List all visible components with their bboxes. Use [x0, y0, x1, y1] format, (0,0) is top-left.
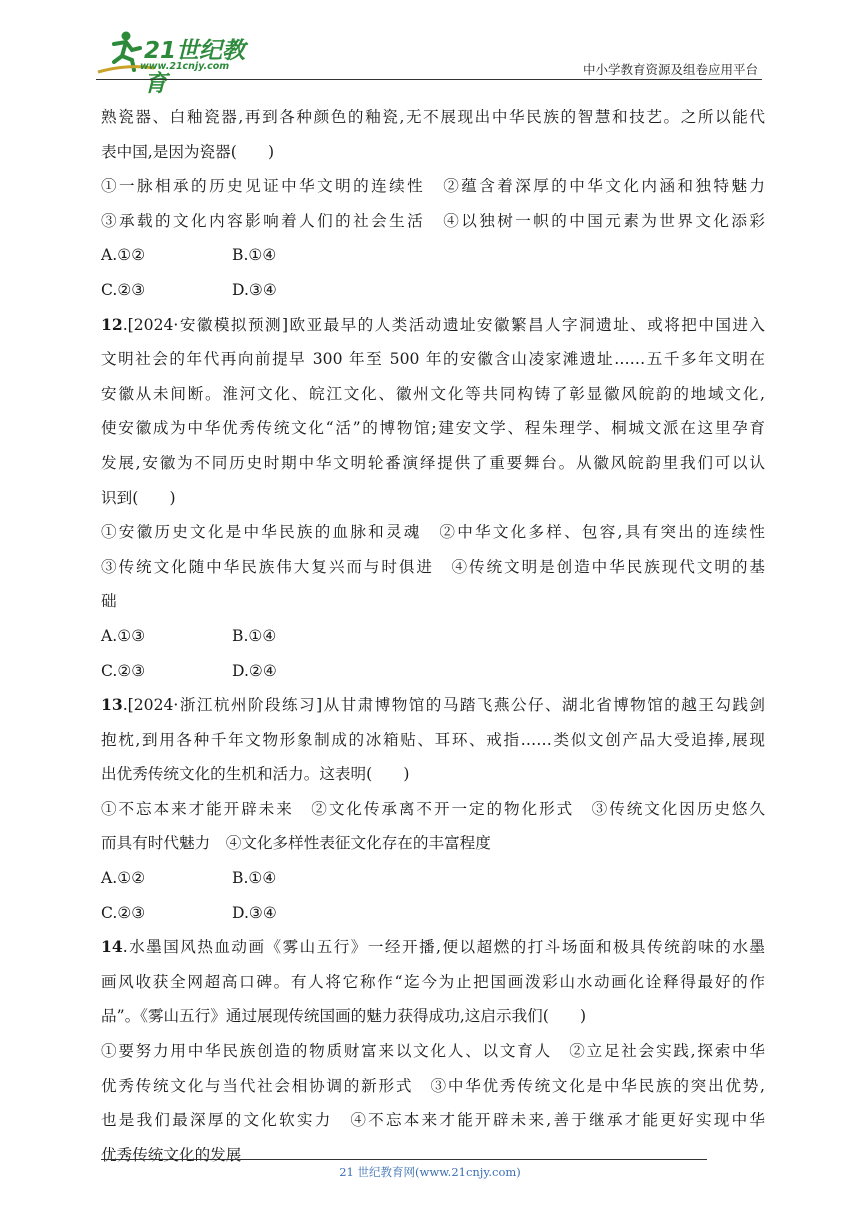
- statement-line: 也是我们最深厚的文化软实力 ④不忘本来才能开辟未来,善于继承才能更好实现中华: [101, 1111, 765, 1130]
- statement-line: ①不忘本来才能开辟未来 ②文化传承离不开一定的物化形式 ③传统文化因历史悠久: [101, 799, 765, 818]
- question-stem-line: 出优秀传统文化的生机和活力。这表明( ): [101, 765, 410, 784]
- question-stem-line: [101, 688, 765, 723]
- option-c[interactable]: C.②③: [101, 903, 146, 922]
- question-stem-line: 熟瓷器、白釉瓷器,再到各种颜色的釉瓷,无不展现出中华民族的智慧和技艺。之所以能代: [101, 108, 765, 126]
- site-logo: [96, 28, 266, 97]
- question-stem-text: .水墨国风热血动画《雾山五行》一经开播,便以超燃的打斗场面和极具传统韵味的水墨: [122, 938, 765, 957]
- question-stem-line: 抱枕,到用各种千年文物形象制成的冰箱贴、耳环、戒指……类似文创产品大受追捧,展现: [101, 730, 765, 749]
- question-number: 14: [101, 937, 123, 957]
- option-a[interactable]: A.①③: [101, 626, 146, 645]
- question-stem-line: 使安徽成为中华优秀传统文化“活”的博物馆;建安文学、程朱理学、桐城文派在这里孕育: [101, 419, 765, 438]
- question-13: [101, 688, 765, 930]
- question-number: 12: [101, 314, 123, 334]
- page-footer[interactable]: 21 世纪教育网(www.21cnjy.com): [339, 1165, 521, 1179]
- option-d[interactable]: D.③④: [232, 903, 277, 922]
- option-b[interactable]: B.①④: [232, 869, 277, 888]
- logo-url: www.21cnjy.com: [140, 61, 230, 72]
- option-b[interactable]: B.①④: [232, 246, 277, 265]
- statement-line: 优秀传统文化与当代社会相协调的新形式 ③中华优秀传统文化是中华民族的突出优势,: [101, 1076, 765, 1095]
- question-stem-text: .[2024·安徽模拟预测]欧亚最早的人类活动遗址安徽繁昌人字洞遗址、或将把中国进入: [122, 315, 765, 334]
- options-row: [101, 896, 765, 931]
- statement-line: 优秀传统文化的发展: [101, 1145, 242, 1164]
- statement-line: ③承载的文化内容影响着人们的社会生活 ④以独树一帜的中国元素为世界文化添彩: [101, 211, 765, 230]
- option-a[interactable]: A.①②: [101, 246, 146, 265]
- question-stem-line: 品”。《雾山五行》通过展现传统国画的魅力获得成功,这启示我们( ): [101, 1007, 587, 1026]
- question-stem-text: .[2024·浙江杭州阶段练习]从甘肃博物馆的马踏飞燕公仔、湖北省博物馆的越王勾践剑: [122, 696, 765, 715]
- option-c[interactable]: C.②③: [101, 280, 146, 299]
- question-11: [101, 100, 765, 308]
- statement-line: ①一脉相承的历史见证中华文明的连续性 ②蕴含着深厚的中华文化内涵和独特魅力: [101, 177, 765, 196]
- statement-line: ①要努力用中华民族创造的物质财富来以文化人、以文育人 ②立足社会实践,探索中华: [101, 1042, 765, 1061]
- logo-text: 21世纪教育: [144, 38, 246, 97]
- options-row: [101, 861, 765, 896]
- statement-line: 而具有时代魅力 ④文化多样性表征文化存在的丰富程度: [101, 834, 491, 853]
- page-header: [96, 28, 762, 97]
- platform-name: 中小学教育资源及组卷应用平台: [582, 62, 758, 77]
- question-stem-line: 画风收获全网超高口碑。有人将它称作“迄今为止把国画泼彩山水动画化诠释得最好的作: [101, 972, 765, 991]
- option-d[interactable]: D.③④: [232, 280, 277, 299]
- header-divider: [96, 79, 762, 80]
- question-stem-line: [101, 308, 765, 343]
- options-row: [101, 273, 765, 308]
- option-d[interactable]: D.②④: [232, 661, 277, 680]
- statement-line: ①安徽历史文化是中华民族的血脉和灵魂 ②中华文化多样、包容,具有突出的连续性: [101, 523, 765, 542]
- options-row: [101, 619, 765, 654]
- options-row: [101, 654, 765, 689]
- statement-line: 础: [101, 592, 117, 611]
- question-number: 13: [101, 695, 123, 715]
- footer-divider: [101, 1159, 707, 1160]
- question-stem-line: 文明社会的年代再向前提早 300 年至 500 年的安徽含山凌家滩遗址……五千多年文明在: [101, 350, 765, 369]
- question-14: [101, 930, 765, 1172]
- options-row: [101, 238, 765, 273]
- statement-line: ③传统文化随中华民族伟大复兴而与时俱进 ④传统文明是创造中华民族现代文明的基: [101, 557, 765, 576]
- question-stem-line: 发展,安徽为不同历史时期中华文明轮番演绎提供了重要舞台。从徽风皖韵里我们可以认: [101, 453, 765, 472]
- question-stem-line: [101, 930, 765, 965]
- option-b[interactable]: B.①④: [232, 626, 277, 645]
- question-stem-line: 识到( ): [101, 488, 176, 507]
- question-stem-line: 表中国,是因为瓷器( ): [101, 142, 275, 161]
- question-content: [101, 100, 765, 1172]
- question-12: [101, 308, 765, 689]
- question-stem-line: 安徽从未间断。淮河文化、皖江文化、徽州文化等共同构铸了彰显徽风皖韵的地域文化,: [101, 384, 765, 403]
- option-a[interactable]: A.①②: [101, 869, 146, 888]
- option-c[interactable]: C.②③: [101, 661, 146, 680]
